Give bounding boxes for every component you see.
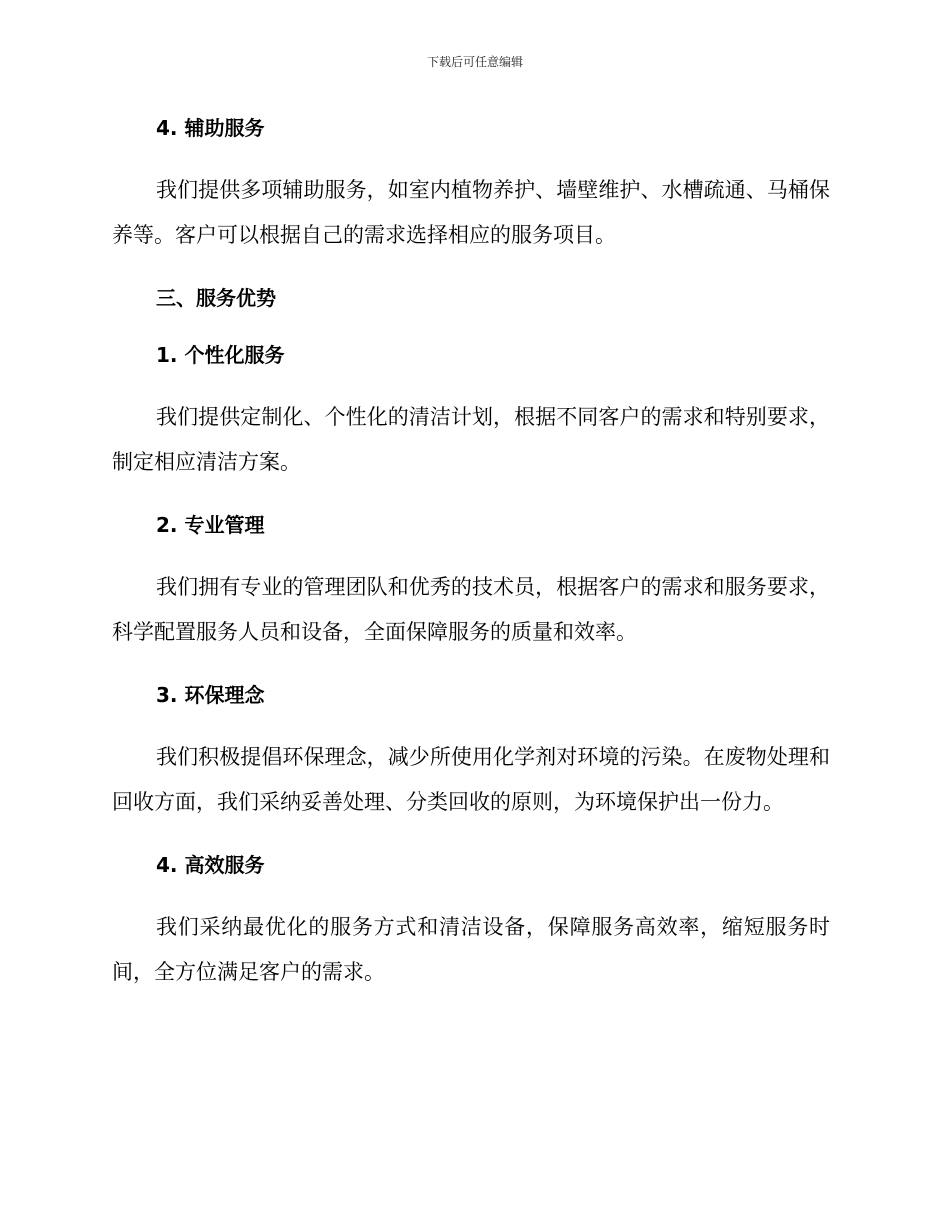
section-paragraph-professional-management: 我们拥有专业的管理团队和优秀的技术员，根据客户的需求和服务要求，科学配置服务人员和设备，全面保障服务的质量和效率。 xyxy=(112,575,830,644)
section-heading-eco-concept: 3. 环保理念 xyxy=(156,683,265,707)
section-paragraph-personalized-service: 我们提供定制化、个性化的清洁计划，根据不同客户的需求和特别要求，制定相应清洁方案。 xyxy=(112,405,830,474)
section-paragraph-auxiliary-services: 我们提供多项辅助服务，如室内植物养护、墙壁维护、水槽疏通、马桶保养等。客户可以根据自己的需求选择相应的服务项目。 xyxy=(112,178,830,247)
document-body xyxy=(112,110,830,995)
section-heading-auxiliary-services: 4. 辅助服务 xyxy=(156,116,265,140)
section-heading-efficient-service: 4. 高效服务 xyxy=(156,853,265,877)
section-paragraph-efficient-service: 我们采纳最优化的服务方式和清洁设备，保障服务高效率，缩短服务时间，全方位满足客户的需求。 xyxy=(112,915,830,984)
section-heading-personalized-service: 1. 个性化服务 xyxy=(156,343,285,367)
section-paragraph-eco-concept: 我们积极提倡环保理念，减少所使用化学剂对环境的污染。在废物处理和回收方面，我们采纳妥善处理、分类回收的原则，为环境保护出一份力。 xyxy=(112,745,830,814)
section-heading-professional-management: 2. 专业管理 xyxy=(156,513,265,537)
section-heading-service-advantages: 三、服务优势 xyxy=(156,286,276,310)
page-header: 下载后可任意编辑 xyxy=(426,55,523,69)
